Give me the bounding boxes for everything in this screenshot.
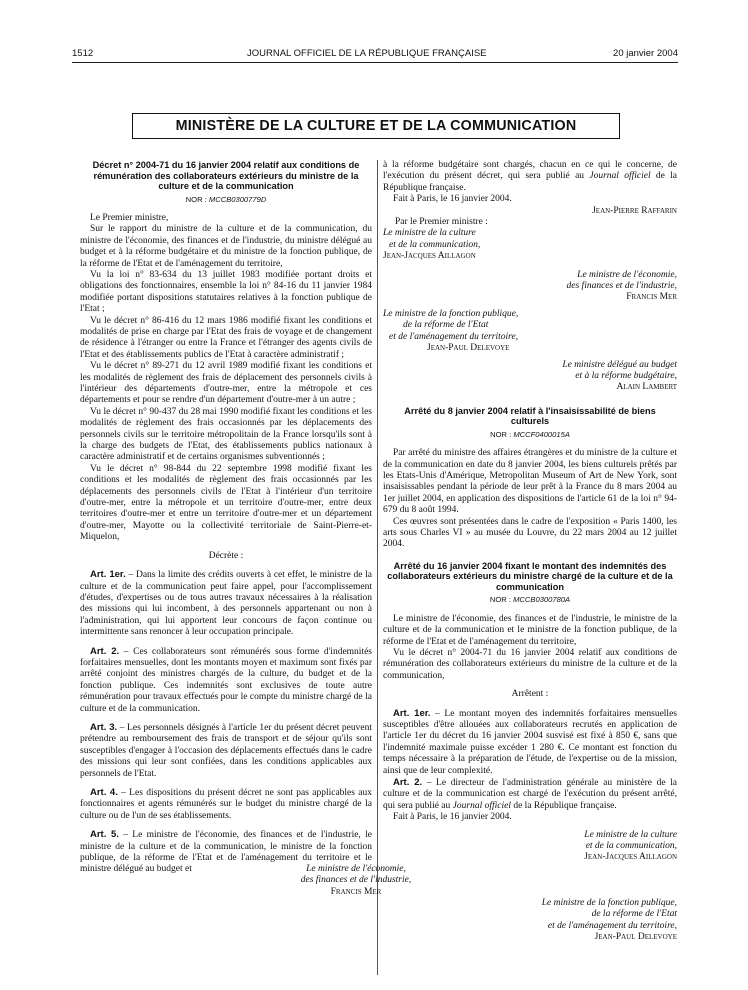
journal-title: JOURNAL OFFICIEL DE LA RÉPUBLIQUE FRANÇAISE xyxy=(247,48,487,59)
decrete-label: Décrète : xyxy=(208,550,244,561)
decret-p2: Sur le rapport du ministre de la culture et de la communication, du ministre de l'économie, des finances et de l'industrie, du ministre délégué au budget et à la réforme budgétaire et du ministre de la fonction publique, de la réforme de l'Etat et de l'aménagement du territoire, xyxy=(80,224,372,269)
decret-p6: Vu le décret n° 90-437 du 28 mai 1990 modifié fixant les conditions et les modalités de règlement des frais occasionnés par les déplacements des personnels civils sur le territoire métropolitain de la France lorsqu'ils sont à la charge des budgets de l'Etat, des établissements publics nationaux à caractère administratif et de certains organismes subventionnés ; xyxy=(80,406,372,463)
decret-title: Décret n° 2004-71 du 16 janvier 2004 relatif aux conditions de rémunération des collaborateurs extérieurs du ministre de la culture et de la communication xyxy=(92,160,360,191)
signature-budget: Le ministre délégué au budget et à la réforme budgétaire, Alain Lambert xyxy=(562,359,677,393)
arrete2-signature-economie: Le ministre de l'économie, des finances et de l'industrie, Francis Mer xyxy=(300,863,412,897)
arrete1-nor: NOR : MCCF0400015A xyxy=(490,429,570,439)
decret-article-5: Art. 5. – Le ministre de l'économie, des finances et de l'industrie, le ministre de la culture et de la communication, le ministre de la fonction publique, de la réforme de l'Etat et de l'aménagement du territoire et le ministre délégué au budget et xyxy=(80,829,372,875)
arrete2-p1: Le ministre de l'économie, des finances et de l'industrie, le ministre de la culture et de la communication et le ministre de la fonction publique, de la réforme de l'Etat et de l'aménagement du territoire, xyxy=(383,613,677,647)
arrete2-signature-culture: Le ministre de la culture et de la communication, Jean-Jacques Aillagon xyxy=(584,829,677,863)
arrete1-title: Arrêté du 8 janvier 2004 relatif à l'insaisissabilité de biens culturels xyxy=(404,405,656,427)
decret-continuation: à la réforme budgétaire sont chargés, chacun en ce qui le concerne, de l'exécution du présent décret, qui sera publié au Journal officiel de la République française. xyxy=(383,160,678,193)
decret-p3: Vu la loi n° 83-634 du 13 juillet 1983 modifiée portant droits et obligations des fonctionnaires, ensemble la loi n° 84-16 du 11 janvier 1984 modifiée portant dispositions statutaires relatives à la fonction publique de l'Etat ; xyxy=(80,269,372,315)
decret-article-2: Art. 2. – Ces collaborateurs sont rémunérés sous forme d'indemnités forfaitaires mensuelles, dont les montants moyen et maximum sont fixés par arrêté conjoint des ministres chargés de la culture, du budget et de la fonction publique. Ces indemnités sont exclusives de toute autre rémunération pour travaux effectués pour le compte du ministre chargé de la culture et de la communication. xyxy=(80,645,372,714)
header-rule xyxy=(72,62,678,63)
decret-p4: Vu le décret n° 86-416 du 12 mars 1986 modifié fixant les conditions et modalités de prise en charge par l'Etat des frais de voyage et de changement de résidence à l'étranger ou entre la France et l'étranger des agents civils de l'Etat et des établissements publics de l'Etat à caractère administratif ; xyxy=(80,315,372,360)
par-premier-ministre: Par le Premier ministre : xyxy=(395,217,488,228)
signature-pm: Jean-Pierre Raffarin xyxy=(592,205,677,216)
decret-p7: Vu le décret n° 98-844 du 22 septembre 1998 modifié fixant les conditions et les modalités de règlement des frais occasionnés par les déplacements des personnels civils de l'Etat à l'intérieur d'un territoire d'outre-mer, entre la métropole et un territoire d'outre-mer, entre deux territoires d'outre-mer et entre un territoire d'outre-mer et un département d'outre-mer, Mayotte ou la collectivité territoriale de Saint-Pierre-et-Miquelon, xyxy=(80,463,372,543)
page-number: 1512 xyxy=(72,48,94,59)
signature-economie: Le ministre de l'économie, des finances et de l'industrie, Francis Mer xyxy=(566,269,677,303)
right-column xyxy=(300,160,678,944)
decret-p1: Le Premier ministre, xyxy=(90,212,169,223)
arrete2-signature-fonction-publique: Le ministre de la fonction publique, de la réforme de l'Etat et de l'aménagement du territoire, Jean-Paul Delevoye xyxy=(541,898,677,943)
decret-fait: Fait à Paris, le 16 janvier 2004. xyxy=(393,194,512,205)
decret-p5: Vu le décret n° 89-271 du 12 avril 1989 modifié fixant les conditions et les modalités de règlement des frais de déplacement des personnels civils à l'intérieur des départements d'outre-mer, entre la métropole et ces départements et pour se rendre d'un département d'outre-mer à un autre ; xyxy=(80,361,372,406)
arrete2-article-2: Art. 2. – Le directeur de l'administration générale au ministère de la culture et de la communication est chargé de l'exécution du présent arrêté, qui sera publié au Journal officiel de la République française. xyxy=(383,776,677,811)
decret-nor: NOR : MCCB0300779D xyxy=(185,194,267,204)
arrete2-fait: Fait à Paris, le 16 janvier 2004. xyxy=(393,812,512,823)
arrete2-nor: NOR : MCCB0300780A xyxy=(489,595,571,605)
arrete2-article-1: Art. 1er. – Le montant moyen des indemnités forfaitaires mensuelles susceptibles d'être allouées aux collaborateurs recrutés en application de l'article 1er du décret du 16 janvier 2004 susvisé est fixé à 850 €, sans que l'indemnité maximale puisse excéder 1 280 €. Ce montant est fonction du temps nécessaire à la préparation de l'étude, de l'expertise ou de la mission, ainsi que de leur complexité. xyxy=(383,707,677,776)
arrete1-p1: Par arrêté du ministre des affaires étrangères et du ministre de la culture et de la communication en date du 8 janvier 2004, les biens culturels prêtés par les Etats-Unis d'Amérique, Metropolitan Museum of Art de New York, sont insaisissables pendant la période de leur prêt à la France du 8 mars 2004 au 1er juillet 2004, en application des dispositions de l'article 61 de la loi n° 94-679 du 8 août 1994. xyxy=(383,448,677,516)
decret-article-3: Art. 3. – Les personnels désignés à l'article 1er du présent décret peuvent prétendre au remboursement des frais de transport et de séjour qu'ils sont susceptibles d'engager à l'occasion des déplacements effectués dans le cadre des missions qui leur sont confiées, dans les conditions applicables aux personnels de l'Etat. xyxy=(80,721,372,779)
decret-article-1: Art. 1er. – Dans la limite des crédits ouverts à cet effet, le ministre de la culture et de la communication peut faire appel, pour l'accomplissement d'études, d'expertises ou de tous autres travaux nécessaires à la réalisation des missions qui lui incombent, à des personnels appartenant ou non à l'administration, qui lui apportent leur concours de façon continue ou intermittente sans renoncer à leur occupation principale. xyxy=(80,569,372,638)
decret-article-4: Art. 4. – Les dispositions du présent décret ne sont pas applicables aux fonctionnaires et agents rémunérés sur le budget du ministre chargé de la culture ou de l'un de ses établissements. xyxy=(80,787,372,821)
column-divider xyxy=(377,160,378,975)
ministry-banner: MINISTÈRE DE LA CULTURE ET DE LA COMMUNICATION xyxy=(132,113,620,139)
arretent-label: Arrêtent : xyxy=(511,689,549,700)
issue-date: 20 janvier 2004 xyxy=(613,48,678,59)
arrete2-title: Arrêté du 16 janvier 2004 fixant le montant des indemnités des collaborateurs extérieurs du ministre chargé de la culture et de la communication xyxy=(387,560,673,592)
signature-culture: Le ministre de la culture et de la communication, Jean-Jacques Aillagon xyxy=(383,228,481,262)
arrete2-p2: Vu le décret n° 2004-71 du 16 janvier 2004 relatif aux conditions de rémunération des collaborateurs extérieurs du ministre de la culture et de la communication, xyxy=(383,647,677,681)
signature-fonction-publique: Le ministre de la fonction publique, de la réforme de l'Etat et de l'aménagement du territoire, Jean-Paul Delevoye xyxy=(383,308,519,354)
left-column xyxy=(80,160,372,876)
arrete1-p2: Ces œuvres sont présentées dans le cadre de l'exposition « Paris 1400, les arts sous Charles VI » au musée du Louvre, du 22 mars 2004 au 12 juillet 2004. xyxy=(383,516,677,550)
